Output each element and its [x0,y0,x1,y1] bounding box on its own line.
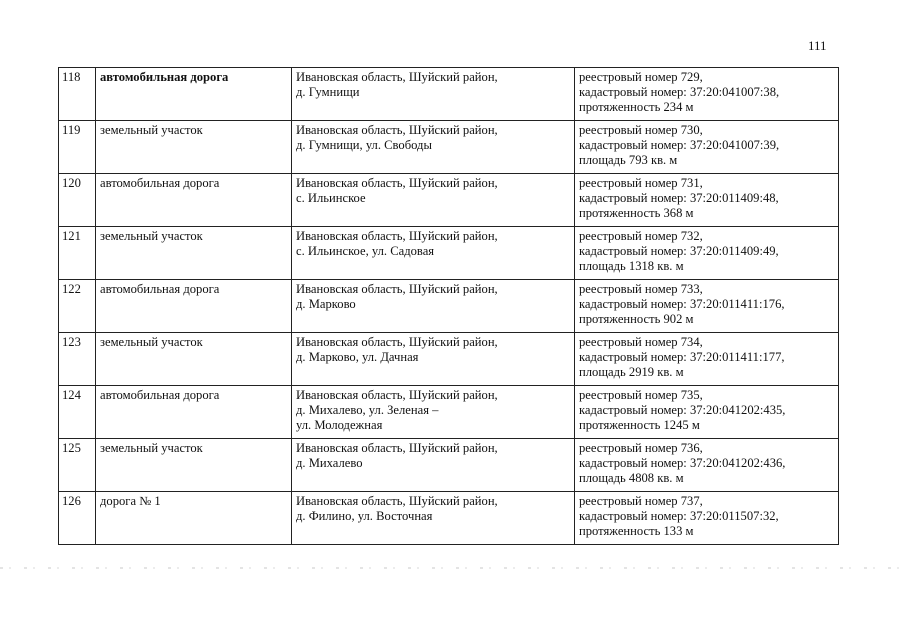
address-line: Ивановская область, Шуйский район, [296,494,498,508]
object-address [292,333,575,386]
object-name: дорога № 1 [96,492,292,545]
object-name: автомобильная дорога [96,386,292,439]
address-line: д. Марково [296,297,356,311]
details-line: кадастровый номер: 37:20:011411:176, [579,297,785,311]
object-address [292,227,575,280]
table-row [59,492,839,545]
row-number: 119 [59,121,96,174]
address-line: с. Ильинское [296,191,366,205]
address-line: д. Михалево [296,456,363,470]
row-number: 121 [59,227,96,280]
row-number: 120 [59,174,96,227]
object-details [575,333,839,386]
details-line: реестровый номер 730, [579,123,703,137]
row-number: 123 [59,333,96,386]
details-line: реестровый номер 733, [579,282,703,296]
address-line: Ивановская область, Шуйский район, [296,229,498,243]
row-number: 118 [59,68,96,121]
object-address [292,386,575,439]
object-name: земельный участок [96,121,292,174]
address-line: Ивановская область, Шуйский район, [296,123,498,137]
object-details [575,492,839,545]
address-line: Ивановская область, Шуйский район, [296,70,498,84]
object-details [575,68,839,121]
object-name: земельный участок [96,439,292,492]
details-line: площадь 1318 кв. м [579,259,684,273]
address-line: д. Марково, ул. Дачная [296,350,419,364]
details-line: реестровый номер 734, [579,335,703,349]
details-line: кадастровый номер: 37:20:041007:39, [579,138,780,152]
details-line: площадь 793 кв. м [579,153,678,167]
details-line: кадастровый номер: 37:20:041202:435, [579,403,786,417]
details-line: кадастровый номер: 37:20:041007:38, [579,85,780,99]
details-line: реестровый номер 731, [579,176,703,190]
object-name: автомобильная дорога [96,174,292,227]
address-line: д. Филино, ул. Восточная [296,509,433,523]
address-line: Ивановская область, Шуйский район, [296,335,498,349]
details-line: реестровый номер 737, [579,494,703,508]
object-details [575,280,839,333]
details-line: реестровый номер 732, [579,229,703,243]
address-line: Ивановская область, Шуйский район, [296,282,498,296]
details-line: протяженность 133 м [579,524,694,538]
table-row [59,439,839,492]
details-line: кадастровый номер: 37:20:041202:436, [579,456,786,470]
property-registry-table [58,67,839,545]
table-row [59,280,839,333]
address-line: д. Михалево, ул. Зеленая – [296,403,439,417]
details-line: реестровый номер 736, [579,441,703,455]
details-line: площадь 2919 кв. м [579,365,684,379]
object-address [292,492,575,545]
object-address [292,280,575,333]
object-address [292,68,575,121]
address-line: Ивановская область, Шуйский район, [296,176,498,190]
object-details [575,174,839,227]
object-address [292,121,575,174]
object-name: земельный участок [96,333,292,386]
details-line: кадастровый номер: 37:20:011411:177, [579,350,785,364]
object-details [575,439,839,492]
details-line: площадь 4808 кв. м [579,471,684,485]
object-address [292,174,575,227]
address-line: Ивановская область, Шуйский район, [296,388,498,402]
table-row [59,333,839,386]
details-line: протяженность 368 м [579,206,694,220]
table-row [59,227,839,280]
object-details [575,227,839,280]
object-name: автомобильная дорога [96,68,292,121]
address-line: д. Гумнищи, ул. Свободы [296,138,432,152]
object-details [575,386,839,439]
details-line: реестровый номер 729, [579,70,703,84]
table-row [59,174,839,227]
details-line: кадастровый номер: 37:20:011507:32, [579,509,779,523]
row-number: 124 [59,386,96,439]
details-line: протяженность 1245 м [579,418,700,432]
object-name: автомобильная дорога [96,280,292,333]
details-line: реестровый номер 735, [579,388,703,402]
page-number: 111 [808,38,827,53]
object-details [575,121,839,174]
address-line: ул. Молодежная [296,418,383,432]
row-number: 126 [59,492,96,545]
details-line: протяженность 902 м [579,312,694,326]
scan-artifact-line [0,567,905,569]
table-row [59,121,839,174]
registry-table-body [59,68,839,545]
address-line: с. Ильинское, ул. Садовая [296,244,435,258]
row-number: 122 [59,280,96,333]
table-row [59,386,839,439]
object-address [292,439,575,492]
details-line: кадастровый номер: 37:20:011409:49, [579,244,779,258]
table-row [59,68,839,121]
row-number: 125 [59,439,96,492]
address-line: Ивановская область, Шуйский район, [296,441,498,455]
address-line: д. Гумнищи [296,85,360,99]
details-line: кадастровый номер: 37:20:011409:48, [579,191,779,205]
details-line: протяженность 234 м [579,100,694,114]
object-name: земельный участок [96,227,292,280]
